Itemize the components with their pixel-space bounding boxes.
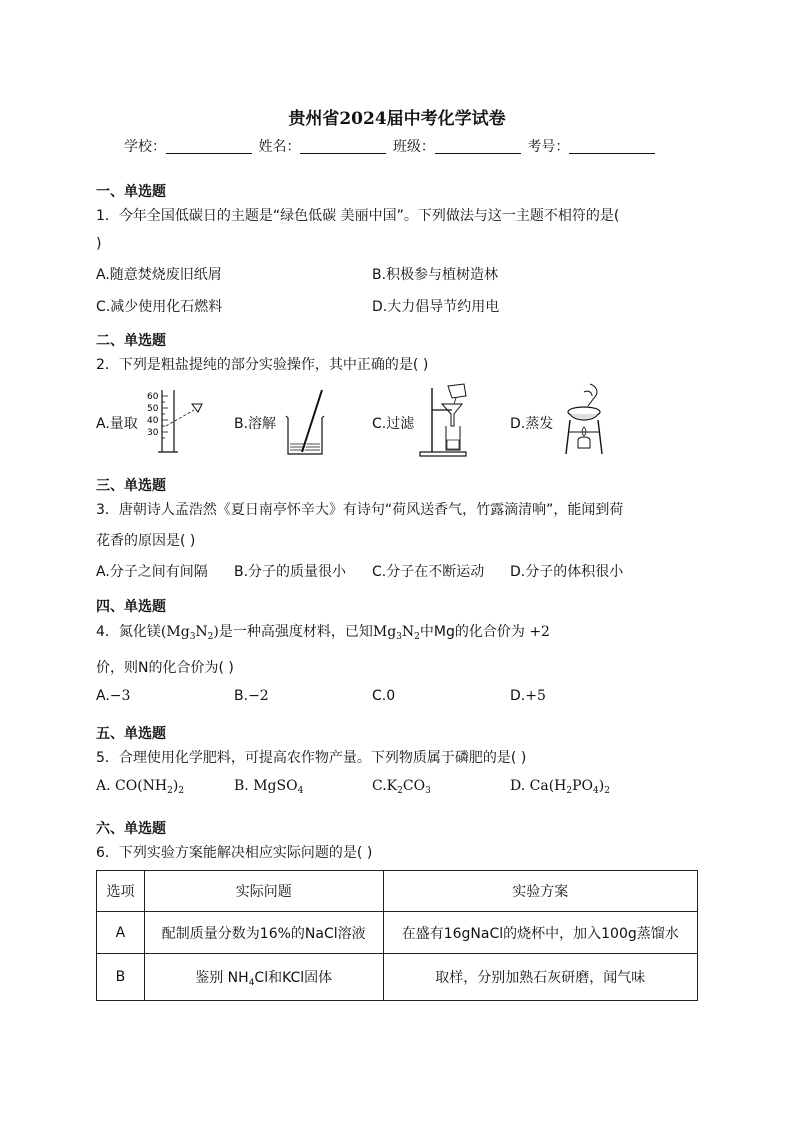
q4-d-value: +5 (525, 688, 546, 704)
class-blank (435, 139, 521, 154)
q3-option-a: A.分子之间有间隔 (96, 564, 208, 580)
q4-text-3: 中Mg的化合价为 (419, 624, 525, 640)
q4-option-c: C.0 (372, 688, 396, 704)
beaker-stirring-figure (282, 386, 330, 458)
q4-d-label: D. (510, 688, 526, 704)
section-heading-3: 三、单选题 (96, 478, 166, 494)
graduated-cylinder-figure (144, 386, 214, 456)
q4-f2-sub2: 2 (414, 632, 420, 642)
q5-b-sub1: 4 (297, 786, 304, 796)
q4-option-d (510, 688, 546, 704)
q2-option-a: A.量取 (96, 416, 138, 432)
evaporation-figure (560, 382, 608, 458)
q5-option-c (372, 778, 431, 796)
cyl-tick-40: 40 (147, 416, 159, 426)
student-info-row (124, 136, 657, 156)
q5-option-a (96, 778, 184, 796)
row-b-plan: 取样，分别加熟石灰研磨，闻气味 (383, 954, 698, 1001)
q6-stem: 6．下列实验方案能解决相应实际问题的是( ) (96, 845, 373, 861)
q2-option-b: B.溶解 (234, 416, 277, 432)
table-header-plan: 实验方案 (383, 871, 698, 912)
school-label: 学校： (124, 139, 166, 155)
q5-d-sub1: 2 (566, 786, 573, 796)
row-b-problem (144, 954, 383, 1001)
q4-f1-sub2: 2 (207, 632, 214, 642)
q5-d-label: D. (510, 778, 526, 794)
row-a-problem: 配制质量分数为16%的NaCl溶液 (144, 912, 383, 954)
q5-a-sub2: 2 (178, 786, 185, 796)
q5-c-sub1: 2 (397, 786, 403, 796)
q5-c-sub2: 3 (425, 786, 431, 796)
q5-d-sub2: 4 (593, 786, 599, 796)
number-blank (569, 139, 655, 154)
q5-b-label: B. (234, 778, 249, 794)
row-a-plan: 在盛有16gNaCl的烧杯中，加入100g蒸馏水 (383, 912, 698, 954)
q3-stem-line1: 3．唐朝诗人孟浩然《夏日南亭怀辛大》有诗句“荷风送香气，竹露滴清响”，能闻到荷 (96, 502, 624, 518)
q4-text-1: 4．氮化镁 (96, 624, 161, 640)
q4-text-2: 是一种高强度材料，已知 (218, 624, 373, 640)
exam-title: 贵州省2024届中考化学试卷 (288, 109, 506, 129)
q4-b-label: B. (234, 688, 249, 704)
table-header-row (97, 871, 698, 912)
q3-stem-line2: 花香的原因是( ) (96, 533, 196, 549)
q4-valence-mg: +2 (529, 624, 550, 640)
q5-a-part2: ) (172, 778, 179, 794)
q3-option-b: B.分子的质量很小 (234, 564, 347, 580)
q2-option-c: C.过滤 (372, 416, 415, 432)
section-heading-6: 六、单选题 (96, 821, 166, 837)
q4-f2-n: N (401, 624, 415, 640)
q4-option-a (96, 688, 130, 704)
name-label: 姓名： (258, 139, 301, 155)
q4-a-value: −3 (109, 688, 131, 704)
q3-option-c: C.分子在不断运动 (372, 564, 485, 580)
q5-option-b (234, 778, 303, 796)
cyl-tick-30: 30 (147, 428, 159, 438)
q4-f2-part: Mg (372, 624, 397, 640)
section-heading-1: 一、单选题 (96, 184, 166, 200)
q1-option-a: A.随意焚烧废旧纸屑 (96, 267, 222, 283)
filtration-figure (418, 382, 472, 458)
q5-a-sub1: 2 (167, 786, 173, 796)
q2-option-d: D.蒸发 (510, 416, 554, 432)
row-b-problem-part2: Cl和KCl固体 (254, 969, 333, 986)
cyl-tick-50: 50 (147, 404, 159, 414)
q4-stem-line1 (96, 621, 550, 642)
q2-stem: 2．下列是粗盐提纯的部分实验操作，其中正确的是( ) (96, 357, 429, 373)
q4-f1-sub1: 3 (189, 632, 196, 642)
q4-formula-mg3n2 (373, 624, 420, 640)
school-blank (166, 139, 252, 154)
q5-c-label: C. (372, 778, 387, 794)
q1-stem-line2: ) (96, 236, 102, 252)
q5-d-part3: ) (598, 778, 605, 794)
q1-stem-line1: 1．今年全国低碳日的主题是“绿色低碳 美丽中国”。下列做法与这一主题不相符的是( (96, 208, 620, 224)
cyl-tick-60: 60 (147, 392, 159, 402)
q4-a-label: A. (96, 688, 110, 704)
q1-option-b: B.积极参与植树造林 (372, 267, 499, 283)
name-blank (300, 139, 386, 154)
q5-d-part2: PO (572, 778, 594, 794)
q1-option-d: D.大力倡导节约用电 (372, 299, 500, 315)
q5-c-part1: K (386, 778, 398, 794)
q6-table (96, 870, 698, 1001)
q5-a-label: A. (96, 778, 111, 794)
section-heading-2: 二、单选题 (96, 333, 166, 349)
q5-b-part1: MgSO (253, 778, 298, 794)
section-heading-5: 五、单选题 (96, 726, 166, 742)
q3-option-d: D.分子的体积很小 (510, 564, 624, 580)
q5-a-part1: CO(NH (115, 778, 168, 794)
q4-stem-line2: 价，则N的化合价为( ) (96, 660, 234, 676)
table-header-option: 选项 (97, 871, 145, 912)
row-a-option: A (97, 912, 145, 954)
q5-d-part1: Ca(H (529, 778, 567, 794)
q5-stem: 5．合理使用化学肥料，可提高农作物产量。下列物质属于磷肥的是( ) (96, 750, 527, 766)
q4-option-b (234, 688, 269, 704)
table-row (97, 954, 698, 1001)
table-row (97, 912, 698, 954)
q4-f1-part: (Mg (160, 624, 190, 640)
q4-formula-mg3n2-paren (161, 624, 219, 640)
q5-d-sub3: 2 (604, 786, 610, 796)
q5-c-part2: CO (402, 778, 426, 794)
table-header-problem: 实际问题 (144, 871, 383, 912)
section-heading-4: 四、单选题 (96, 599, 166, 615)
row-b-option: B (97, 954, 145, 1001)
q4-f2-sub1: 3 (396, 632, 402, 642)
row-b-problem-part1: 鉴别 NH (195, 969, 249, 986)
number-label: 考号： (527, 139, 570, 155)
row-b-problem-sub: 4 (248, 977, 255, 988)
q4-b-value: −2 (248, 688, 269, 704)
q1-option-c: C.减少使用化石燃料 (96, 299, 223, 315)
q5-option-d (510, 778, 610, 796)
class-label: 班级： (392, 139, 435, 155)
q4-f1-close: ) (213, 624, 219, 640)
q4-f1-n: N (195, 624, 208, 640)
